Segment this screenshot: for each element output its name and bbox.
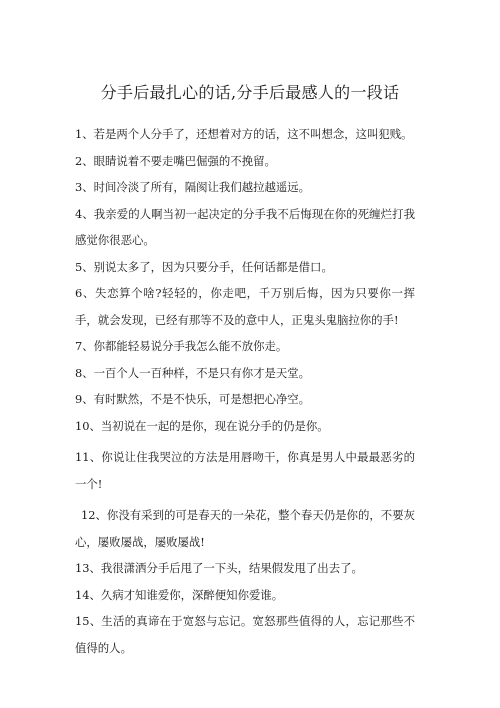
list-item: 15、生活的真谛在于宽怒与忘记。宽怒那些值得的人，忘记那些不值得的人。	[75, 614, 415, 655]
list-item: 9、有时默然，不是不快乐，可是想把心净空。	[75, 392, 311, 406]
list-item: 5、别说太多了，因为只要分手，任何话都是借口。	[75, 259, 333, 274]
list-item: 13、我很潇洒分手后甩了一下头，结果假发甩了出去了。	[75, 561, 363, 575]
page-title: 分手后最扎心的话,分手后最感人的一段话	[100, 83, 400, 102]
list-item: 7、你都能轻易说分手我怎么能不放你走。	[75, 339, 288, 353]
list-item: 4、我亲爱的人啊当初一起决定的分手我不后悔现在你的死缠烂打我感觉你很恶心。	[75, 206, 415, 247]
list-item: 3、时间冷淡了所有，隔阂让我们越拉越遥远。	[75, 180, 311, 194]
quote-list	[75, 121, 415, 661]
list-item: 6、失恋算个啥?轻轻的，你走吧，千万别后悔，因为只要你一挥手，就会发现，已经有那等不及的意中人，正鬼头鬼脑拉你的手!	[75, 286, 415, 327]
list-item: 11、你说让住我哭泣的方法是用唇吻干，你真是男人中最最恶劣的一个!	[75, 450, 415, 491]
list-item: 2、眼睛说着不要走嘴巴倔强的不挽留。	[75, 153, 276, 168]
list-item: 8、一百个人一百种样，不是只有你才是天堂。	[75, 365, 311, 380]
list-item: 12、你没有采到的可是春天的一朵花，整个春天仍是你的，不要灰心，屡败屡战，屡败屡战!	[75, 508, 415, 549]
list-item: 1、若是两个人分手了，还想着对方的话，这不叫想念，这叫犯贱。	[75, 127, 413, 141]
list-item: 10、当初说在一起的是你，现在说分手的仍是你。	[75, 418, 329, 433]
list-item: 14、久病才知谁爱你，深醉便知你爱谁。	[75, 587, 284, 602]
